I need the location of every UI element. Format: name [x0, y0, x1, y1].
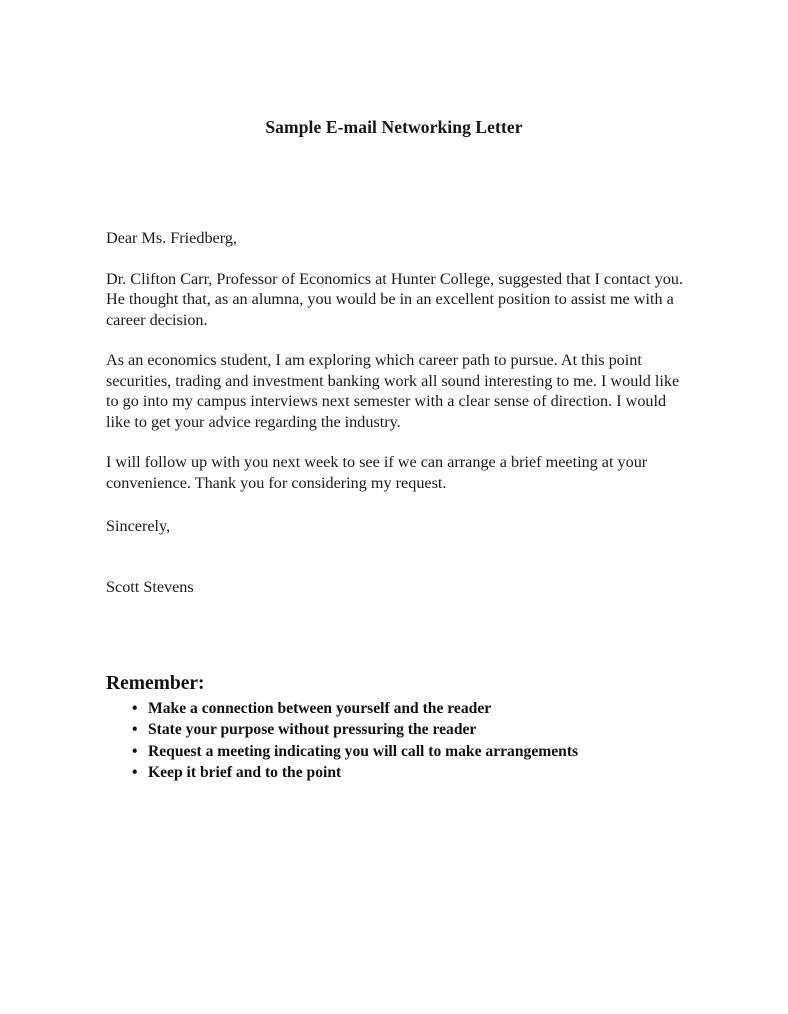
letter-paragraph-2: As an economics student, I am exploring which career path to pursue. At this point securities, trading and investment banking work all sound interesting to me. I would like to go into my campus interviews next semester with a clear sense of direction. I would like to get your advice regarding the industry. — [106, 351, 680, 431]
list-item-label: Make a connection between yourself and the reader — [148, 700, 492, 717]
list-item — [106, 719, 686, 740]
remember-section — [106, 672, 686, 783]
letter-body — [106, 228, 684, 597]
letter-paragraph-3: I will follow up with you next week to see if we can arrange a brief meeting at your convenience. Thank you for considering my request. — [106, 453, 648, 492]
list-item-label: State your purpose without pressuring the reader — [148, 721, 477, 739]
page-title: Sample E-mail Networking Letter — [265, 116, 523, 137]
letter-closing: Sincerely, — [106, 517, 171, 535]
list-item — [106, 698, 686, 719]
list-item — [106, 741, 686, 762]
list-item-label: Request a meeting indicating you will call to make arrangements — [148, 742, 579, 760]
letter-closing-block — [106, 516, 684, 597]
remember-list — [106, 698, 686, 783]
bullet-icon: • — [132, 700, 138, 717]
letter-salutation: Dear Ms. Friedberg, — [106, 229, 237, 247]
bullet-icon: • — [132, 721, 138, 739]
list-item — [106, 762, 686, 783]
letter-signature-name: Scott Stevens — [106, 577, 194, 596]
list-item-label: Keep it brief and to the point — [148, 763, 342, 781]
bullet-icon: • — [132, 763, 138, 781]
letter-paragraph-1: Dr. Clifton Carr, Professor of Economics at Hunter College, suggested that I contact you. He thought that, as an alumna, you would be in an excellent position to assist me with a career decision. — [106, 269, 684, 329]
remember-heading: Remember: — [106, 673, 205, 694]
bullet-icon: • — [132, 742, 138, 760]
